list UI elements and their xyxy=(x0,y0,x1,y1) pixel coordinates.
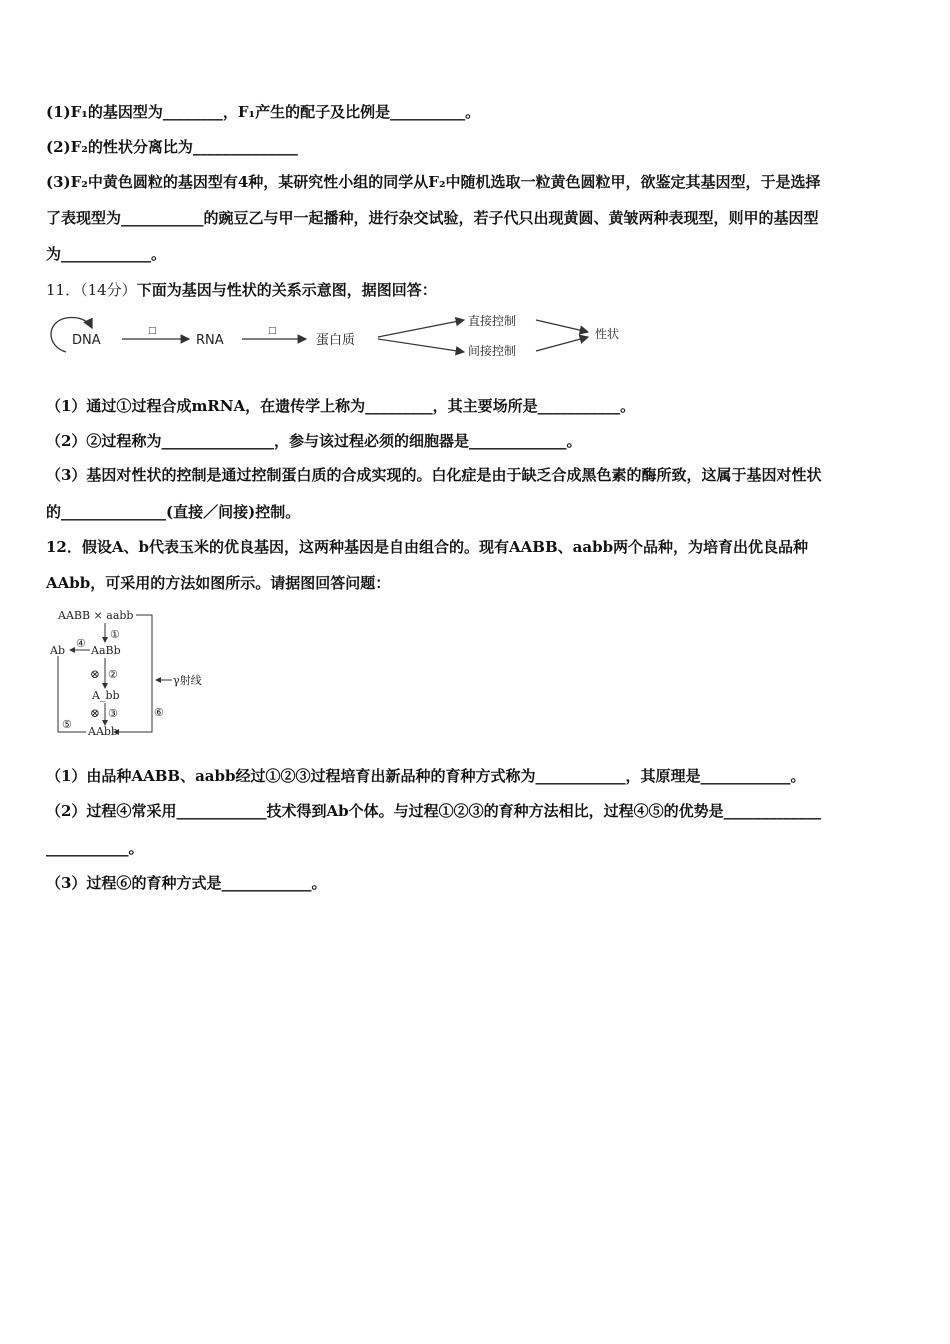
gene-trait-diagram xyxy=(44,306,644,362)
q12-part3: （3）过程⑥的育种方式是____________。 xyxy=(46,874,327,892)
parents-label: AABB × aabb xyxy=(58,609,134,622)
step5-circle: ⑤ xyxy=(62,718,72,731)
ab-label: Ab xyxy=(50,644,65,657)
q10-part1: (1)F₁的基因型为________，F₁产生的配子及比例是__________。 xyxy=(46,103,481,121)
step6-circle: ⑥ xyxy=(154,706,164,719)
step1-label: □ xyxy=(148,326,157,336)
q12-part1: （1）由品种AABB、aabb经过①②③过程培育出新品种的育种方式称为____________，其原理是____________。 xyxy=(46,767,806,785)
q12-header-line1: 12．假设A、b代表玉米的优良基因，这两种基因是自由组合的。现有AABB、aabb两个品种，为培育出优良品种 xyxy=(46,538,809,556)
step1-circle: ① xyxy=(110,628,120,641)
breeding-diagram xyxy=(48,604,218,740)
dna-label: DNA xyxy=(72,333,101,348)
q11-header xyxy=(46,280,437,300)
q11-part2: （2）②过程称为_______________，参与该过程必须的细胞器是_____________。 xyxy=(46,432,582,450)
q11-part1: （1）通过①过程合成mRNA，在遗传学上称为_________，其主要场所是___________。 xyxy=(46,397,636,415)
q11-number: 11．（14分） xyxy=(46,281,137,299)
rna-label: RNA xyxy=(196,333,224,348)
step3-circle: ③ xyxy=(108,707,118,720)
step2-circle: ② xyxy=(108,668,118,681)
self-cross-2: ⊗ xyxy=(90,706,101,720)
q12-part2-line2: ___________。 xyxy=(46,839,144,857)
mid-label: A_bb xyxy=(92,689,120,702)
q11-part3-line2: 的______________(直接／间接)控制。 xyxy=(46,503,301,521)
indirect-control-label: 间接控制 xyxy=(468,344,517,358)
q10-part3-line1: (3)F₂中黄色圆粒的基因型有4种，某研究性小组的同学从F₂中随机选取一粒黄色圆粒甲，欲鉴定其基因型，于是选择 xyxy=(46,173,821,191)
q12-header-line2: AAbb，可采用的方法如图所示。请据图回答问题： xyxy=(46,574,391,592)
f1-label: AaBb xyxy=(91,644,121,657)
q11-part3-line1: （3）基因对性状的控制是通过控制蛋白质的合成实现的。白化症是由于缺乏合成黑色素的酶所致，这属于基因对性状 xyxy=(46,466,822,484)
gamma-ray-label: γ射线 xyxy=(173,674,202,687)
q11-title: 下面为基因与性状的关系示意图，据图回答： xyxy=(136,281,437,299)
final-label: AAbb xyxy=(88,725,118,738)
self-cross-1: ⊗ xyxy=(90,667,101,681)
step2-label: □ xyxy=(268,326,277,336)
protein-label: 蛋白质 xyxy=(316,333,356,348)
trait-label: 性状 xyxy=(595,327,620,341)
q12-part2-line1: （2）过程④常采用____________技术得到Ab个体。与过程①②③的育种方法相比，过程④⑤的优势是_____________ xyxy=(46,802,822,820)
direct-control-label: 直接控制 xyxy=(468,314,517,328)
q10-part3-line3: 为____________。 xyxy=(46,245,167,263)
q10-part3-line2: 了表现型为___________的豌豆乙与甲一起播种，进行杂交试验，若子代只出现黄圆、黄皱两种表现型，则甲的基因型 xyxy=(46,209,819,227)
step4-circle: ④ xyxy=(76,637,86,650)
q10-part2: (2)F₂的性状分离比为______________ xyxy=(46,138,298,156)
